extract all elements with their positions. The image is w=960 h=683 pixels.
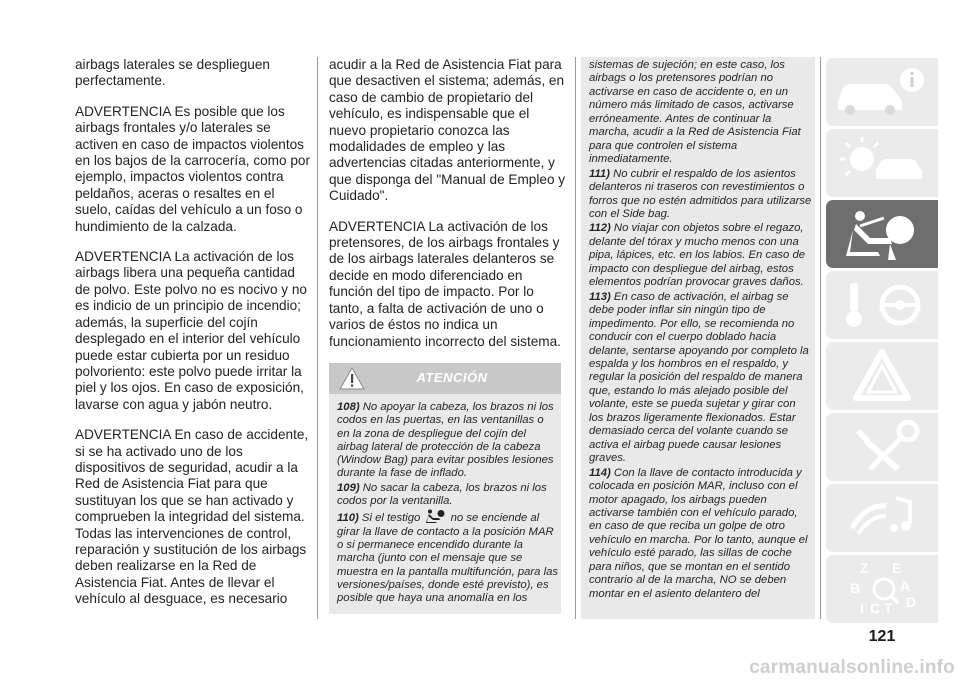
tab-car-info[interactable] <box>826 58 938 126</box>
warning-box <box>329 363 561 614</box>
note-text-before: Si el testigo <box>361 512 421 525</box>
tab-emergency[interactable] <box>826 342 938 410</box>
index-letter: B <box>850 580 861 596</box>
key-steering-icon <box>826 271 938 339</box>
tab-multimedia[interactable] <box>826 484 938 552</box>
paragraph: ADVERTENCIA La activación de los pretensores, de los airbags frontales y de los airbags laterales delanteros se decide en modo diferenciado en función del tipo de impacto. Por lo tanto, a falta de activación de uno o varios de éstos no indica un funcionamiento incorrecto del sistema. <box>329 218 561 349</box>
note-text-after: no se enciende al girar la llave de contacto a la posición MAR o si permanece encendido durante la marcha (junto con el mensaje que se muestra en la pantalla multifunción, para las versiones/países, donde esté previsto), es posible que haya una anomalía en los <box>337 512 559 605</box>
column-divider-2 <box>575 57 576 619</box>
note-110 <box>337 509 559 605</box>
note-text: No apoyar la cabeza, los brazos ni los codos en las puertas, en las ventanillas o en la zona de despliegue del cojín del airbag lateral de protección de la cabeza (Window Bag) para evitar posibles lesiones durante la fase de inflado. <box>337 401 554 480</box>
wrench-maintenance-icon <box>826 413 938 481</box>
index-letter: E <box>892 560 902 576</box>
tab-key-steering[interactable] <box>826 271 938 339</box>
note-112 <box>589 222 813 289</box>
note-number: 114) <box>589 466 611 479</box>
warning-header <box>329 363 561 394</box>
note-number: 108) <box>337 401 360 413</box>
continuation-text: sistemas de sujeción; en este caso, los airbags o los pretensores podrían no activarse en caso de accidente o, en un número más limitado de casos, activarse erróneamente. Antes de continuar la marcha, acudir a la Red de Asistencia Fiat para que controlen el sistema inmediatamente. <box>589 59 801 166</box>
note-number: 113) <box>589 290 611 303</box>
note-text: Con la llave de contacto introducida y colocada en posición MAR, incluso con el motor apagado, los airbags pueden activarse también con el vehículo parado, en caso de que reciba un golpe de otro vehículo en marcha. Por lo tanto, aunque el vehículo esté parado, las sillas de coche para niños, que se montan en el sentido contrario al de la marcha, NO se deben montar en el asiento delantero del <box>589 466 808 600</box>
tab-seat-airbag[interactable] <box>826 200 938 268</box>
index-letter: Z <box>860 560 869 576</box>
note-number: 111) <box>589 167 610 180</box>
tab-maintenance[interactable] <box>826 413 938 481</box>
note-109 <box>337 482 559 509</box>
paragraph: acudir a la Red de Asistencia Fiat para que desactiven el sistema; además, en caso de cambio de propietario del vehículo, es indispensable que el nuevo propietario conozca las modalidades de empleo y las advertencias citadas anteriormente, y que disponga del "Manual de Empleo y Cuidado". <box>329 57 566 204</box>
paragraph: ADVERTENCIA Es posible que los airbags frontales y/o laterales se activen en caso de impactos violentos en los bajos de la carrocería, como por ejemplo, impactos violentos contra peldaños, aceras o resaltes en el suelo, caídas del vehículo a un foso o hundimiento de la calzada. <box>75 103 310 234</box>
index-letter: T <box>884 600 893 616</box>
column-divider-1 <box>317 57 318 619</box>
index-letter: C <box>870 600 881 616</box>
warning-triangle-icon <box>826 342 938 410</box>
page-number: 121 <box>868 628 896 645</box>
note-111 <box>589 168 813 222</box>
index-letter: D <box>906 594 917 610</box>
note-108 <box>337 401 559 481</box>
column-divider-3 <box>820 57 821 619</box>
note-text: No viajar con objetos sobre el regazo, delante del tórax y mucho menos con una pipa, lápices, etc. en los labios. En caso de impacto con despliegue del airbag, estos elementos podrían provocar graves daños. <box>589 222 806 289</box>
note-number: 112) <box>589 222 611 235</box>
text-column-1 <box>75 57 311 608</box>
index-letter: A <box>900 578 911 594</box>
note-number: 110) <box>337 512 359 525</box>
note-113 <box>589 291 813 466</box>
watermark: carmanualsonline.info <box>749 657 955 678</box>
index-letters-icon <box>826 555 938 623</box>
seat-airbag-icon <box>826 200 938 268</box>
warning-title: ATENCIÓN <box>416 370 488 385</box>
note-text: En caso de activación, el airbag se debe poder inflar sin ningún tipo de impedimento. Por ello, se recomienda no conducir con el cuerpo doblado hacia delante, sentarse apoyando por completo la espalda y los hombros en el respaldo, y regular la posición del respaldo de manera que, estando lo más alejado posible del volante, este se pueda sujetar y girar con los brazos ligeramente flexionados. Estar demasiado cerca del volante cuando se activa el airbag puede causar lesiones graves. <box>589 290 809 465</box>
warning-notes <box>337 401 559 605</box>
text-column-2 <box>329 57 569 350</box>
paragraph: ADVERTENCIA La activación de los airbags libera una pequeña cantidad de polvo. Este polvo no es nocivo y no es indicio de un principio de incendio; además, la superficie del cojín desplegado en el interior del vehículo puede estar cubierta por un residuo polvoriento: este polvo puede irritar la piel y los ojos. En caso de exposición, lavarse con agua y jabón neutro. <box>75 249 307 412</box>
paragraph: ADVERTENCIA En caso de accidente, si se ha activado uno de los dispositivos de seguridad, acudir a la Red de Asistencia Fiat para que sustituyan los que se han activado y comprueben la integridad del sistema. Todas las intervenciones de control, reparación y sustitución de los airbags deben realizarse en la Red de Asistencia Fiat. Antes de llevar el vehículo al desguace, es necesario <box>75 427 309 607</box>
note-text: No sacar la cabeza, los brazos ni los codos por la ventanilla. <box>337 481 547 508</box>
dashboard-lights-icon <box>826 129 938 197</box>
paragraph: airbags laterales se desplieguen perfectamente. <box>75 57 270 89</box>
note-number: 109) <box>337 481 360 494</box>
tab-dashboard-lights[interactable] <box>826 129 938 197</box>
car-info-icon <box>826 58 938 126</box>
note-text: No cubrir el respaldo de los asientos delanteros ni traseros con revestimientos o forros que no estén admitidos para utilizarse con el Side bag. <box>589 167 812 220</box>
airbag-warning-light-icon <box>424 509 446 524</box>
multimedia-icon <box>826 484 938 552</box>
note-114 <box>589 467 813 602</box>
index-letter: I <box>860 600 864 616</box>
tab-index[interactable] <box>826 555 938 623</box>
notes-column <box>581 57 815 619</box>
